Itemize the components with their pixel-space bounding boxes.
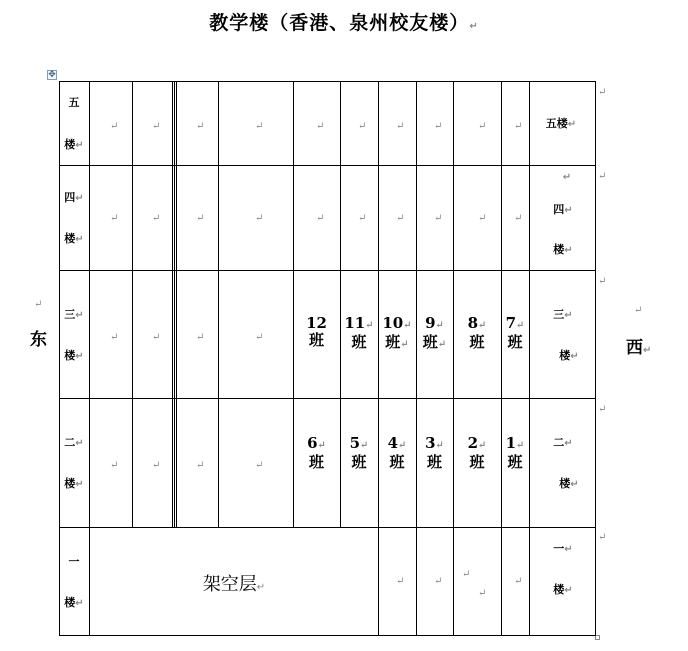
cell-mark: ↵ bbox=[598, 276, 607, 287]
cell-mark: ↵ bbox=[152, 460, 161, 471]
cell-mark: ↵ bbox=[152, 213, 161, 224]
cell-mark: ↵ bbox=[598, 171, 607, 182]
floor-4-label-bottom: 楼↵ bbox=[64, 232, 84, 245]
cell-mark: ↵ bbox=[110, 332, 119, 343]
cell-mark: ↵ bbox=[478, 121, 487, 132]
cell-mark: ↵ bbox=[196, 460, 205, 471]
cell-mark: ↵ bbox=[434, 213, 443, 224]
cell-mark: ↵ bbox=[196, 332, 205, 343]
class-10-cell: 10↵ 班↵ bbox=[382, 314, 412, 351]
class-12-cell: 12 班 bbox=[306, 314, 327, 349]
cell-mark: ↵ bbox=[255, 332, 264, 343]
floor-4-right-label-bottom: 楼↵ bbox=[553, 243, 573, 256]
class-11-cell: 11↵ 班 bbox=[344, 314, 374, 351]
floor-5-right-label: 五楼↵ bbox=[545, 117, 577, 130]
floor-5-label-top: 五 bbox=[68, 96, 80, 109]
floor-1-right-label-top: 一↵ bbox=[553, 542, 573, 555]
east-para-mark: ↵ bbox=[34, 299, 43, 310]
cell-mark: ↵ bbox=[462, 569, 471, 580]
floor-3-right-label-bottom: 楼↵ bbox=[559, 349, 579, 362]
floor-1-label-top: 一 bbox=[68, 555, 80, 568]
floor-2-right-label-bottom: 楼↵ bbox=[559, 477, 579, 490]
cell-mark: ↵ bbox=[255, 121, 264, 132]
cell-mark: ↵ bbox=[316, 121, 325, 132]
class-8-cell: 8↵ 班 bbox=[467, 314, 487, 351]
class-3-cell: 3↵ 班 bbox=[425, 434, 444, 471]
cell-mark: ↵ bbox=[152, 332, 161, 343]
cell-mark: ↵ bbox=[196, 121, 205, 132]
cell-mark: ↵ bbox=[598, 404, 607, 415]
floor-1-right-label-bottom: 楼↵ bbox=[553, 583, 573, 596]
class-4-cell: 4↵ 班 bbox=[387, 434, 407, 471]
cell-mark: ↵ bbox=[255, 460, 264, 471]
cell-mark: ↵ bbox=[396, 576, 405, 587]
cell-mark: ↵ bbox=[110, 460, 119, 471]
cell-mark: ↵ bbox=[478, 588, 487, 599]
table-move-handle-icon[interactable]: ✥ bbox=[48, 70, 56, 80]
floor-1-label-bottom: 楼↵ bbox=[64, 596, 84, 609]
cell-mark: ↵ bbox=[478, 213, 487, 224]
floor-2-label-top: 二↵ bbox=[64, 436, 84, 449]
floor-3-label-top: 三↵ bbox=[64, 308, 84, 321]
cell-mark: ↵ bbox=[358, 213, 367, 224]
west-label: 西↵ bbox=[626, 338, 652, 358]
cell-mark: ↵ bbox=[396, 121, 405, 132]
floor-4-right-label-top: 四↵ bbox=[553, 203, 573, 216]
floor-4-label-top: 四↵ bbox=[64, 191, 84, 204]
cell-mark: ↵ bbox=[396, 213, 405, 224]
document-title: 教学楼（香港、泉州校友楼）↵ bbox=[209, 12, 479, 34]
cell-mark: ↵ bbox=[255, 213, 264, 224]
cell-mark: ↵ bbox=[110, 121, 119, 132]
cell-mark: ↵ bbox=[316, 213, 325, 224]
cell-mark: ↵ bbox=[152, 121, 161, 132]
west-para-mark: ↵ bbox=[634, 305, 643, 316]
cell-mark: ↵ bbox=[514, 576, 523, 587]
cell-mark: ↵ bbox=[514, 121, 523, 132]
cell-mark: ↵ bbox=[514, 213, 523, 224]
cell-mark: ↵ bbox=[196, 213, 205, 224]
class-7-cell: 7↵ 班 bbox=[505, 314, 525, 351]
class-1-cell: 1↵ 班 bbox=[505, 434, 525, 471]
class-5-cell: 5↵ 班 bbox=[349, 434, 369, 471]
class-9-cell: 9↵ 班↵ bbox=[422, 314, 447, 351]
cell-mark: ↵ bbox=[598, 87, 607, 98]
cell-mark: ↵ bbox=[434, 121, 443, 132]
cell-mark: ↵ bbox=[110, 213, 119, 224]
floor-3-right-label-top: 三↵ bbox=[553, 308, 573, 321]
floor-2-label-bottom: 楼↵ bbox=[64, 477, 84, 490]
cell-mark: ↵ bbox=[434, 576, 443, 587]
cell-mark: ↵ bbox=[598, 532, 607, 543]
floor-3-label-bottom: 楼↵ bbox=[64, 349, 84, 362]
pilotis-label: 架空层↵ bbox=[202, 574, 266, 595]
east-label: 东 bbox=[30, 330, 47, 350]
class-2-cell: 2↵ 班 bbox=[467, 434, 487, 471]
floor-5-label-bottom: 楼↵ bbox=[64, 138, 84, 151]
class-6-cell: 6↵ 班 bbox=[307, 434, 326, 471]
cell-mark: ↵ bbox=[358, 121, 367, 132]
floor-2-right-label-top: 二↵ bbox=[553, 436, 573, 449]
floor-4-right-mark: ↵ bbox=[562, 172, 572, 183]
